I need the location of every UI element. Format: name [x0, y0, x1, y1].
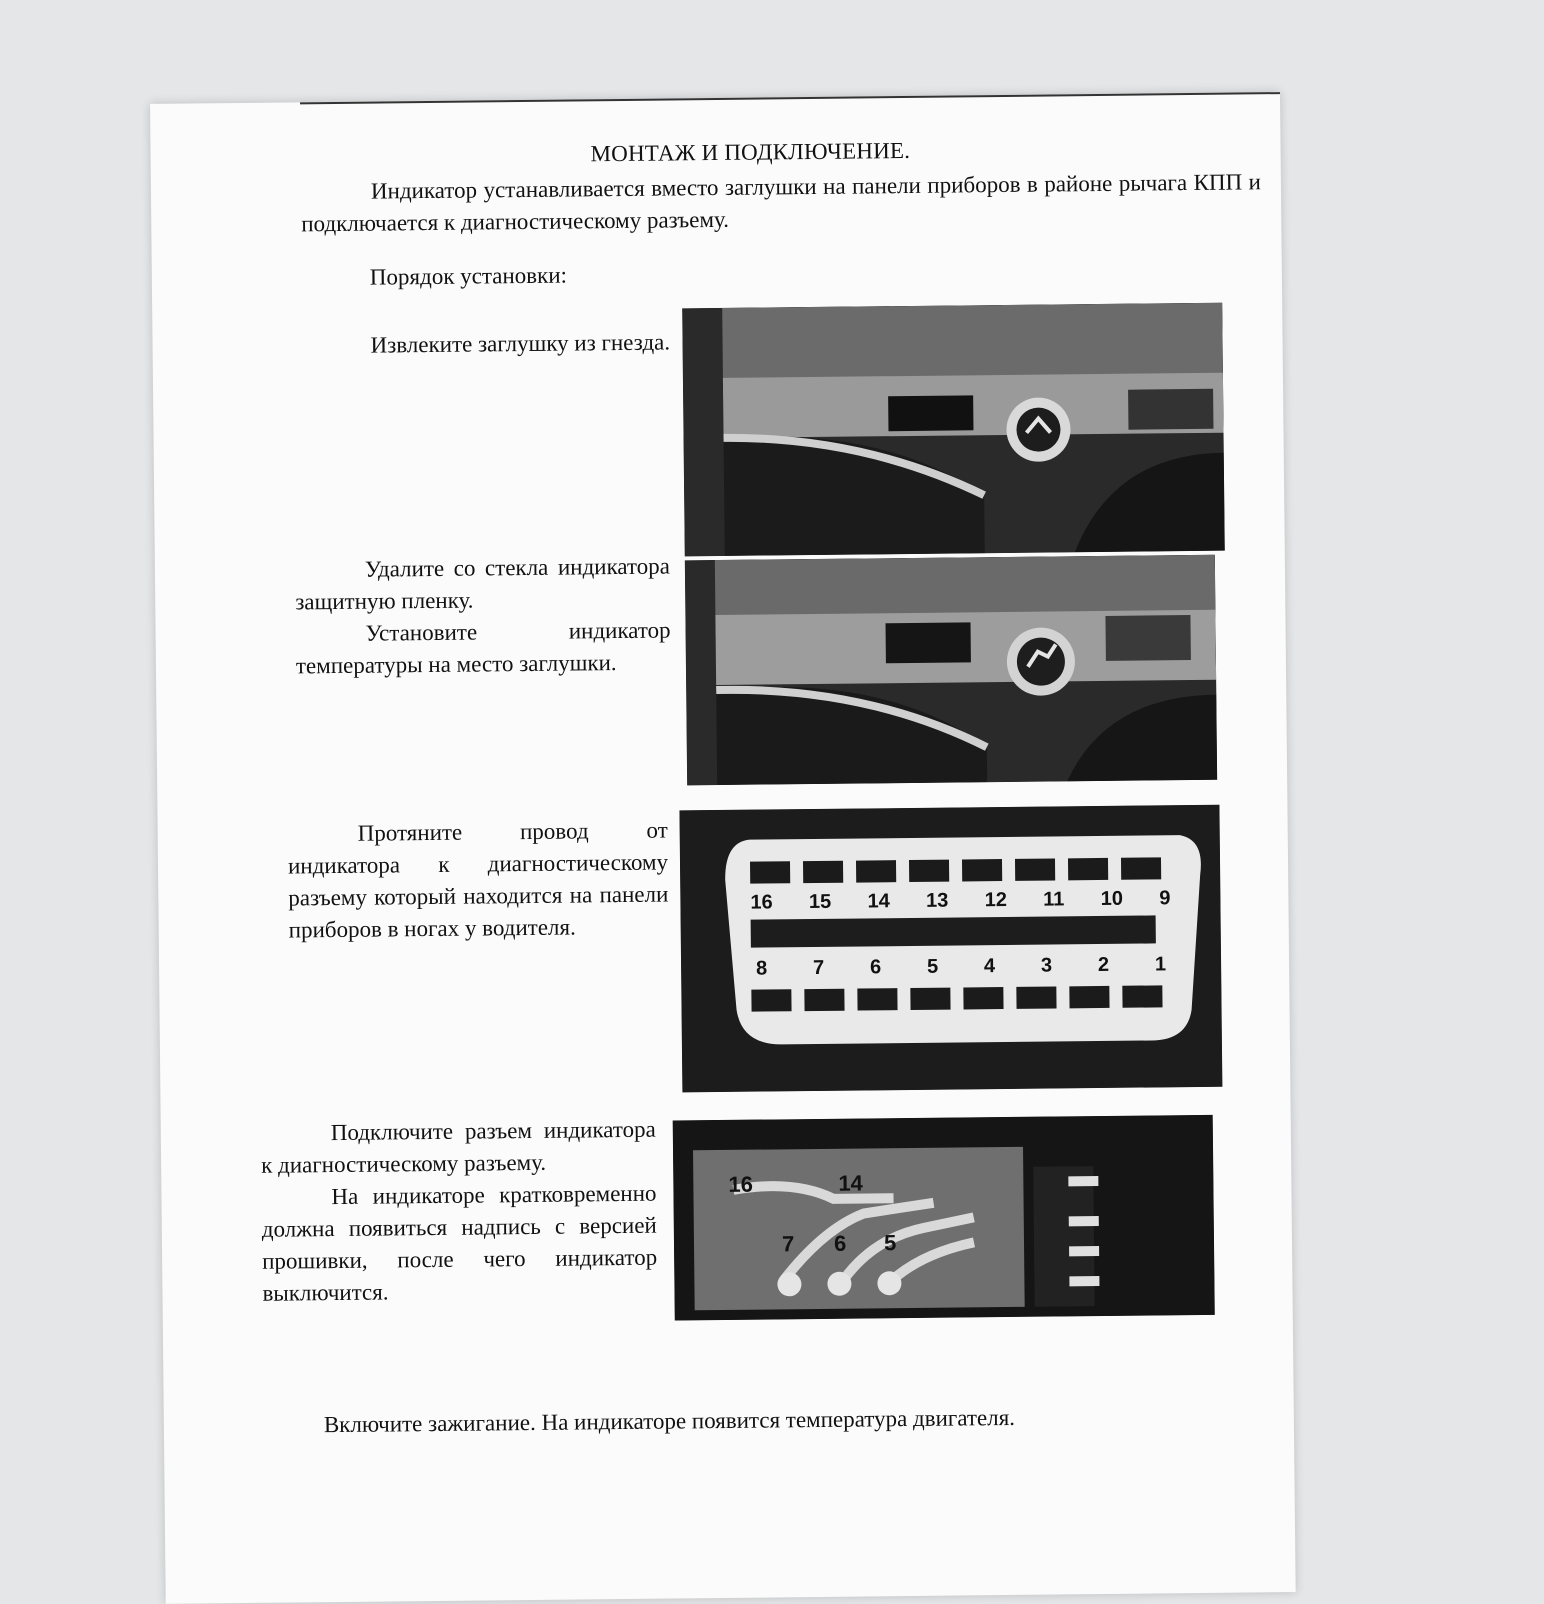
step-4-text	[261, 1114, 658, 1310]
instruction-sheet	[150, 92, 1296, 1604]
step-3-text	[288, 815, 669, 947]
pin-label: 14	[867, 890, 890, 913]
pin-label: 3	[1040, 954, 1053, 977]
photo-indicator-board	[673, 1115, 1215, 1321]
step-4-paragraph-1: Подключите разъем индикатора к диагностическому разъему.	[261, 1116, 656, 1178]
board-pin-label: 7	[781, 1231, 795, 1257]
photo-indicator-installed	[685, 555, 1217, 786]
pin-label: 9	[1159, 887, 1171, 910]
board-pin-label: 14	[838, 1170, 863, 1196]
order-heading: Порядок установки:	[369, 262, 568, 290]
connector-pin-labels-bottom	[756, 953, 1166, 980]
section-title: МОНТАЖ И ПОДКЛЮЧЕНИЕ.	[590, 137, 911, 167]
pin-label: 7	[812, 956, 825, 980]
board-pin-label: 6	[833, 1230, 847, 1256]
step-1-paragraph: Извлеките заглушку из гнезда.	[370, 329, 671, 358]
pin-label: 2	[1097, 953, 1110, 977]
connector-pin-labels-top	[750, 887, 1170, 914]
pin-label: 16	[750, 891, 773, 914]
intro-paragraph: Индикатор устанавливается вместо заглушки на панели приборов в районе рычага КПП и подключается к диагностическому разъему.	[301, 169, 1262, 237]
pin-label: 6	[869, 956, 882, 979]
pin-label: 5	[926, 955, 939, 978]
step-2-text	[295, 550, 671, 682]
pin-label: 13	[925, 889, 949, 912]
pin-label: 8	[756, 957, 768, 980]
pin-label: 11	[1043, 888, 1065, 911]
photo-dashboard-plug	[682, 303, 1225, 557]
step-1-text	[300, 326, 670, 362]
step-4-paragraph-2: На индикаторе кратковременно должна появиться надпись с версией прошивки, после чего индикатор выключится.	[261, 1180, 658, 1306]
final-instruction: Включите зажигание. На индикаторе появится температура двигателя.	[323, 1404, 1016, 1438]
step-3-paragraph: Протяните провод от индикатора к диагностическому разъему который находится на панели приборов в ногах у водителя.	[287, 817, 669, 943]
board-pin-label: 16	[728, 1171, 753, 1197]
pin-label: 12	[984, 888, 1008, 912]
pin-label: 15	[808, 890, 832, 914]
pin-label: 4	[983, 955, 996, 978]
pin-label: 10	[1100, 887, 1124, 911]
step-2-paragraph-2: Установите индикатор температуры на место заглушки.	[295, 617, 671, 679]
step-2-paragraph-1: Удалите со стекла индикатора защитную пленку.	[295, 553, 671, 615]
photo-obd-connector	[679, 805, 1222, 1093]
board-pin-label: 5	[883, 1230, 897, 1256]
pin-label: 1	[1154, 953, 1167, 976]
